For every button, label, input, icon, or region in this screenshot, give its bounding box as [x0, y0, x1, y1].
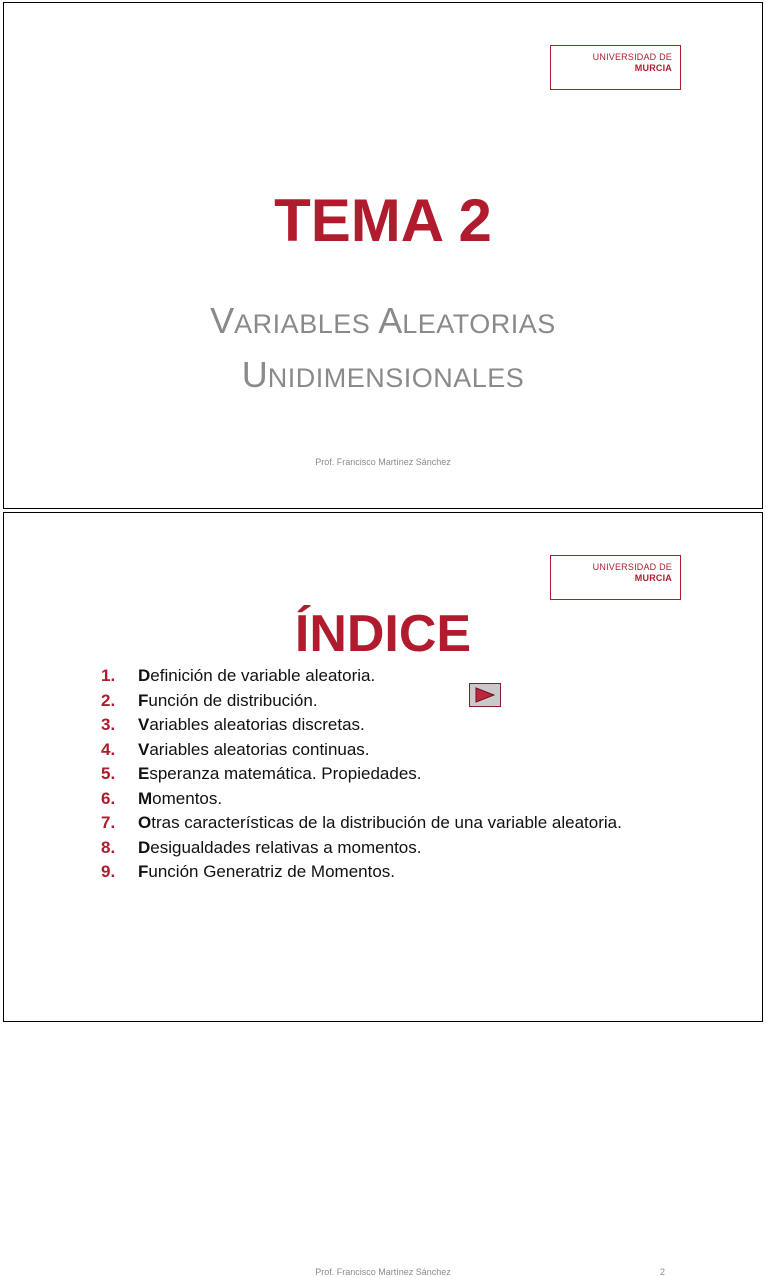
item-number: 6. [101, 788, 116, 808]
play-icon [475, 687, 495, 703]
subtitle-word: ALEATORIAS [378, 300, 556, 341]
logo-line-2: MURCIA [634, 573, 672, 583]
university-logo [550, 45, 681, 90]
page-number: 2 [660, 1267, 666, 1277]
item-number: 7. [101, 813, 116, 832]
item-number: 9. [101, 862, 116, 881]
item-number: 5. [101, 764, 116, 783]
index-item-4[interactable]: 4. Variables aleatorias continuas. [4, 738, 764, 763]
index-item-8[interactable]: 8. Desigualdades relativas a momentos. [4, 836, 764, 861]
item-number: 4. [101, 739, 116, 759]
subtitle-word: VARIABLES [210, 300, 371, 341]
logo-line-2: MURCIA [634, 63, 672, 73]
slide-footer: Prof. Francisco Martínez Sánchez [315, 1267, 451, 1277]
logo-line-1: UNIVERSIDAD DE [592, 52, 672, 62]
index-item-7[interactable]: 7. Otras características de la distribución de una variable aleatoria. [4, 811, 764, 836]
university-logo [550, 555, 681, 600]
index-item-2[interactable]: 2. Función de distribución. [4, 689, 764, 714]
subtitle-line-1 [4, 300, 762, 342]
subtitle-word: UNIDIMENSIONALES [241, 354, 525, 395]
item-number: 3. [101, 715, 116, 734]
logo-line-1: UNIVERSIDAD DE [592, 562, 672, 572]
item-number: 8. [101, 837, 116, 857]
play-button[interactable] [469, 683, 501, 707]
slide-title: TEMA 2 [274, 187, 492, 254]
subtitle-line-2 [4, 354, 762, 396]
index-item-9[interactable]: 9. Función Generatriz de Momentos. [4, 860, 764, 885]
item-number: 1. [101, 666, 116, 685]
slide-2 [3, 512, 763, 1277]
index-item-1[interactable]: 1. Definición de variable aleatoria. [4, 664, 764, 689]
item-number: 2. [101, 690, 116, 710]
index-item-5[interactable]: 5. Esperanza matemática. Propiedades. [4, 762, 764, 787]
slide-1 [3, 2, 763, 509]
index-item-6[interactable]: 6. Momentos. [4, 787, 764, 812]
index-title: ÍNDICE [294, 605, 472, 663]
index-item-3[interactable]: 3. Variables aleatorias discretas. [4, 713, 764, 738]
index-list [4, 664, 764, 885]
slide-footer: Prof. Francisco Martínez Sánchez [315, 457, 451, 467]
